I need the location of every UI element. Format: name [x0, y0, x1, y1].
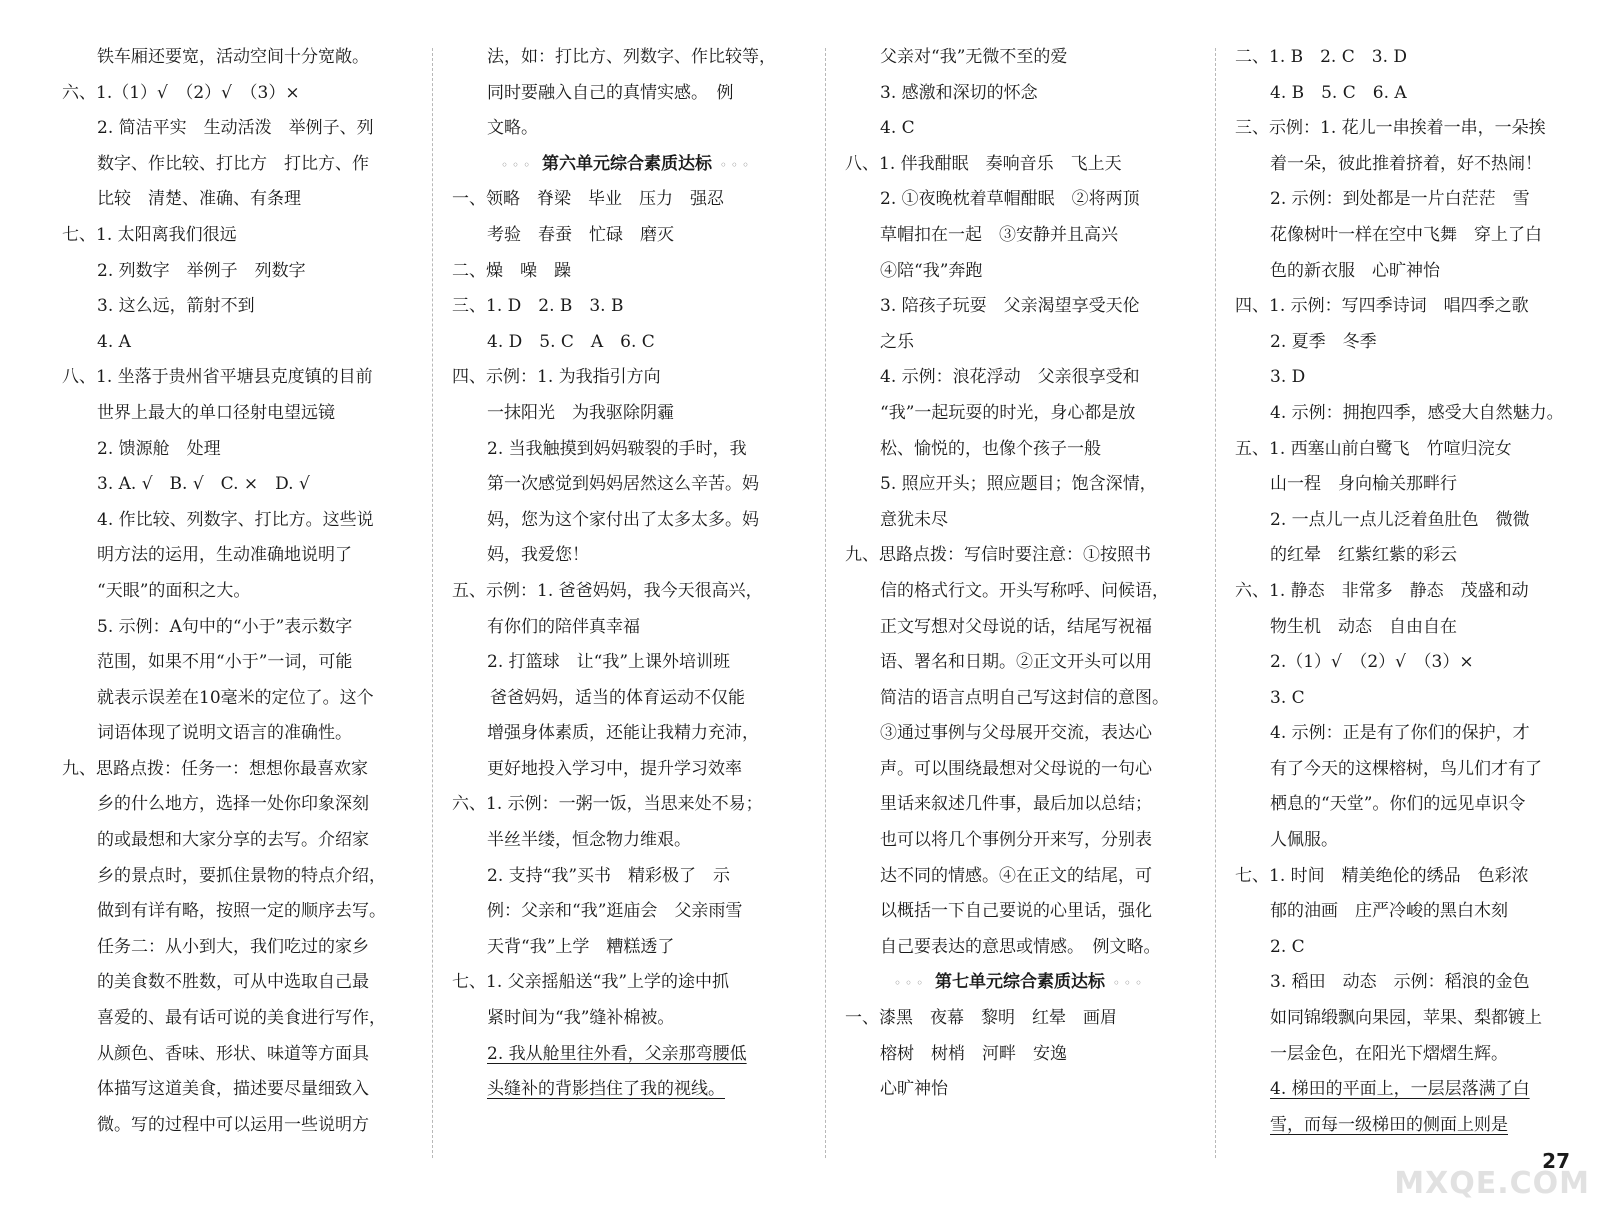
answer-text: 2. 一点儿一点儿泛着鱼肚色 微微	[1270, 509, 1530, 530]
answer-text: 3. 感激和深切的怀念	[880, 82, 1038, 103]
answer-text: 一层金色，在阳光下熠熠生辉。	[1270, 1043, 1508, 1064]
answer-line	[845, 254, 1195, 290]
answer-line	[845, 645, 1195, 681]
answer-line	[452, 716, 802, 752]
answer-line	[1235, 182, 1580, 218]
answer-line	[1235, 1072, 1580, 1108]
answer-text: 2. 简洁平实 生动活泼 举例子、列	[97, 118, 374, 139]
answer-text: 如同锦缎飘向果园，苹果、梨都镀上	[1270, 1008, 1542, 1029]
answer-line	[452, 681, 802, 717]
answer-line	[452, 325, 802, 361]
answer-text: 爸爸妈妈，适当的体育运动不仅能	[490, 687, 745, 708]
answer-text: 考验 春蚕 忙碌 磨灭	[487, 224, 674, 245]
answer-line	[1235, 254, 1580, 290]
answer-text: 九、思路点拨：写信时要注意：①按照书	[845, 545, 1151, 566]
answer-line	[62, 182, 412, 218]
column-divider	[1215, 48, 1216, 1158]
answer-line	[845, 325, 1195, 361]
answer-text: 数字、作比较、打比方 打比方、作	[97, 153, 369, 174]
answer-text: 4. 示例：正是有了你们的保护，才	[1270, 723, 1530, 744]
answer-line	[1235, 574, 1580, 610]
answer-text: 2. 打篮球 让“我”上课外培训班	[487, 652, 731, 673]
answer-line	[1235, 538, 1580, 574]
answer-line	[1235, 289, 1580, 325]
watermark: MXQE.COM	[1394, 1166, 1590, 1201]
answer-text: 九、思路点拨：任务一：想想你最喜欢家	[62, 758, 368, 779]
column-3	[845, 40, 1195, 1108]
answer-line	[452, 574, 802, 610]
column-1	[62, 40, 412, 1143]
answer-line	[845, 894, 1195, 930]
answer-line	[452, 930, 802, 966]
answer-text: 乡的什么地方，选择一处你印象深刻	[97, 794, 369, 815]
answer-text: 2. 馈源舱 处理	[97, 438, 221, 459]
answer-line	[452, 894, 802, 930]
answer-line	[845, 467, 1195, 503]
answer-line	[845, 218, 1195, 254]
answer-text: ④陪“我”奔跑	[880, 260, 983, 281]
answer-line	[62, 1072, 412, 1108]
answer-line	[452, 823, 802, 859]
answer-line	[62, 76, 412, 112]
answer-text: 之乐	[880, 331, 914, 352]
answer-line	[845, 289, 1195, 325]
answer-text: 有了今天的这棵榕树，鸟儿们才有了	[1270, 758, 1542, 779]
answer-line	[845, 40, 1195, 76]
answer-line	[452, 76, 802, 112]
answer-text: 意犹未尽	[880, 509, 948, 530]
answer-text: 简洁的语言点明自己写这封信的意图。	[880, 687, 1169, 708]
answer-text: 六、1.（1）√ （2）√ （3）×	[62, 82, 300, 103]
answer-text: 更好地投入学习中，提升学习效率	[487, 758, 742, 779]
answer-line	[62, 218, 412, 254]
answer-line	[845, 182, 1195, 218]
answer-line	[452, 965, 802, 1001]
answer-text: 八、1. 伴我酣眠 奏响音乐 飞上天	[845, 153, 1122, 174]
answer-line	[845, 1001, 1195, 1037]
answer-text: 的美食数不胜数，可从中选取自己最	[97, 972, 369, 993]
answer-line	[62, 147, 412, 183]
answer-text: ③通过事例与父母展开交流，表达心	[880, 723, 1152, 744]
answer-text: 里话来叙述几件事，最后加以总结；	[880, 794, 1152, 815]
answer-line	[62, 289, 412, 325]
answer-line	[452, 467, 802, 503]
answer-text: 4. C	[880, 118, 915, 139]
section-title: 第七单元综合素质达标	[935, 972, 1105, 993]
answer-text: 半丝半缕，恒念物力维艰。	[487, 830, 691, 851]
answer-line	[1235, 147, 1580, 183]
answer-text: 就表示误差在10毫米的定位了。这个	[97, 687, 374, 708]
answer-text: 3. 这么远，箭射不到	[97, 296, 255, 317]
answer-line	[845, 360, 1195, 396]
answer-line	[452, 859, 802, 895]
answer-line	[62, 396, 412, 432]
answer-line	[62, 823, 412, 859]
answer-text: 3. C	[1270, 687, 1305, 708]
answer-text: 5. 照应开头；照应题目；饱含深情，	[880, 474, 1157, 495]
answer-text: 微。写的过程中可以运用一些说明方	[97, 1114, 369, 1135]
answer-text: 雪，而每一级梯田的侧面上则是	[1270, 1114, 1508, 1135]
answer-line	[452, 396, 802, 432]
answer-line	[452, 182, 802, 218]
answer-line	[1235, 787, 1580, 823]
answer-line	[452, 752, 802, 788]
answer-line	[62, 538, 412, 574]
answer-line	[62, 360, 412, 396]
answer-line	[1235, 40, 1580, 76]
answer-text: 栖息的“天堂”。你们的远见卓识令	[1270, 794, 1526, 815]
answer-text: 紧时间为“我”缝补棉被。	[487, 1008, 675, 1029]
answer-line	[452, 538, 802, 574]
answer-line	[1235, 218, 1580, 254]
answer-text: 词语体现了说明文语言的准确性。	[97, 723, 352, 744]
answer-line	[452, 610, 802, 646]
answer-text: 4. 作比较、列数字、打比方。这些说	[97, 509, 374, 530]
answer-line	[845, 716, 1195, 752]
answer-line	[62, 574, 412, 610]
answer-text: 任务二：从小到大，我们吃过的家乡	[97, 936, 369, 957]
answer-line	[845, 574, 1195, 610]
answer-line	[845, 1072, 1195, 1108]
section-heading: ◦◦◦ 第六单元综合素质达标 ◦◦◦	[500, 153, 754, 174]
answer-line	[845, 930, 1195, 966]
answer-text: 一抹阳光 为我驱除阴霾	[487, 402, 674, 423]
answer-text: 法，如：打比方、列数字、作比较等，	[487, 47, 776, 67]
answer-text: 松、愉悦的，也像个孩子一般	[880, 438, 1101, 459]
answer-text: 二、1. B 2. C 3. D	[1235, 47, 1408, 67]
answer-text: 4. 示例：浪花浮动 父亲很享受和	[880, 367, 1140, 388]
column-divider	[825, 48, 826, 1158]
answer-text: 妈，我爱您！	[487, 545, 589, 566]
section-title: 第六单元综合素质达标	[542, 153, 712, 174]
answer-line	[62, 254, 412, 290]
answer-line	[845, 396, 1195, 432]
answer-line	[62, 111, 412, 147]
answer-line	[1235, 76, 1580, 112]
answer-line	[1235, 1108, 1580, 1144]
answer-text: 山一程 身向榆关那畔行	[1270, 474, 1457, 495]
answer-line	[452, 360, 802, 396]
answer-text: 三、示例：1. 花儿一串挨着一串，一朵挨	[1235, 118, 1546, 139]
answer-line	[1235, 894, 1580, 930]
answer-line	[1235, 859, 1580, 895]
answer-line	[845, 76, 1195, 112]
answer-line	[62, 503, 412, 539]
answer-line	[62, 40, 412, 76]
answer-text: 天背“我”上学 糟糕透了	[487, 936, 675, 957]
answer-text: 六、1. 静态 非常多 静态 茂盛和动	[1235, 580, 1529, 601]
page-number: 27	[1542, 1149, 1570, 1173]
answer-line	[62, 1001, 412, 1037]
answer-text: 文略。	[487, 118, 538, 139]
answer-text: 比较 清楚、准确、有条理	[97, 189, 301, 210]
answer-line	[452, 40, 802, 76]
answer-text: “天眼”的面积之大。	[97, 580, 251, 601]
answer-text: 有你们的陪伴真幸福	[487, 616, 640, 637]
answer-line	[1235, 930, 1580, 966]
answer-text: 增强身体素质，还能让我精力充沛，	[487, 723, 759, 744]
answer-line	[62, 894, 412, 930]
answer-line	[1235, 716, 1580, 752]
answer-text: 八、1. 坐落于贵州省平塘县克度镇的目前	[62, 367, 373, 388]
answer-line	[1235, 645, 1580, 681]
answer-text: 世界上最大的单口径射电望远镜	[97, 402, 335, 423]
answer-text: 头缝补的背影挡住了我的视线。	[487, 1079, 725, 1100]
answer-line	[452, 218, 802, 254]
answer-line	[845, 787, 1195, 823]
answer-text: 七、1. 父亲摇船送“我”上学的途中抓	[452, 972, 730, 993]
answer-text: 3. 稻田 动态 示例：稻浪的金色	[1270, 972, 1530, 993]
answer-line	[62, 930, 412, 966]
answer-text: 4. 示例：拥抱四季，感受大自然魅力。	[1270, 402, 1564, 423]
answer-text: 3. A. √ B. √ C. × D. √	[97, 474, 310, 495]
answer-text: 正文写想对父母说的话，结尾写祝福	[880, 616, 1152, 637]
answer-text: 信的格式行文。开头写称呼、问候语，	[880, 580, 1169, 601]
answer-line	[1235, 823, 1580, 859]
answer-text: 范围，如果不用“小于”一词，可能	[97, 652, 353, 673]
answer-text: 4. D 5. C A 6. C	[487, 331, 655, 352]
answer-line	[845, 752, 1195, 788]
answer-text: 2.（1）√ （2）√ （3）×	[1270, 652, 1474, 673]
answer-text: 一、领略 脊梁 毕业 压力 强忍	[452, 189, 724, 210]
answer-text: 以概括一下自己要说的心里话，强化	[880, 901, 1152, 922]
answer-line	[1235, 610, 1580, 646]
answer-text: 语、署名和日期。②正文开头可以用	[880, 652, 1152, 673]
answer-text: 4. 梯田的平面上，一层层落满了白	[1270, 1079, 1530, 1100]
answer-text: 声。可以围绕最想对父母说的一句心	[880, 758, 1152, 779]
answer-line	[845, 1037, 1195, 1073]
answer-text: 4. B 5. C 6. A	[1270, 82, 1407, 103]
answer-line	[1235, 681, 1580, 717]
answer-text: 铁车厢还要宽，活动空间十分宽敞。	[97, 47, 369, 67]
answer-line	[62, 1108, 412, 1144]
answer-text: 的或最想和大家分享的去写。介绍家	[97, 830, 369, 851]
column-divider	[432, 48, 433, 1158]
answer-text: 父亲对“我”无微不至的爱	[880, 47, 1068, 67]
answer-text: 从颜色、香味、形状、味道等方面具	[97, 1043, 369, 1064]
answer-text: 乡的景点时，要抓住景物的特点介绍，	[97, 865, 386, 886]
answer-text: 4. A	[97, 331, 131, 352]
answer-line	[1235, 503, 1580, 539]
answer-line	[62, 610, 412, 646]
answer-text: 2. 支持“我”买书 精彩极了 示	[487, 865, 731, 886]
answer-text: 自己要表达的意思或情感。 例文略。	[880, 936, 1161, 957]
section-heading: ◦◦◦ 第七单元综合素质达标 ◦◦◦	[893, 972, 1147, 993]
answer-line	[845, 111, 1195, 147]
answer-line	[62, 716, 412, 752]
answer-line	[1235, 432, 1580, 468]
answer-text: 达不同的情感。④在正文的结尾，可	[880, 865, 1152, 886]
answer-text: 人佩服。	[1270, 830, 1338, 851]
answer-text: 三、1. D 2. B 3. B	[452, 296, 624, 317]
answer-text: 心旷神怡	[880, 1079, 948, 1100]
answer-text: 2. 当我触摸到妈妈皲裂的手时，我	[487, 438, 747, 459]
answer-line	[1235, 396, 1580, 432]
answer-line	[845, 538, 1195, 574]
answer-text: 七、1. 时间 精美绝伦的绣品 色彩浓	[1235, 865, 1529, 886]
answer-text: 四、示例：1. 为我指引方向	[452, 367, 661, 388]
answer-line	[1235, 325, 1580, 361]
answer-text: 五、示例：1. 爸爸妈妈，我今天很高兴，	[452, 580, 763, 601]
answer-line	[845, 859, 1195, 895]
answer-line	[1235, 467, 1580, 503]
answer-line	[452, 1037, 802, 1073]
answer-text: 2. 列数字 举例子 列数字	[97, 260, 306, 281]
answer-text: 2. C	[1270, 936, 1305, 957]
answer-line	[452, 503, 802, 539]
answer-line	[845, 823, 1195, 859]
answer-text: 四、1. 示例：写四季诗词 唱四季之歌	[1235, 296, 1529, 317]
answer-text: 3. 陪孩子玩耍 父亲渴望享受天伦	[880, 296, 1140, 317]
answer-text: 2. 夏季 冬季	[1270, 331, 1377, 352]
answer-line	[1235, 752, 1580, 788]
answer-line	[62, 645, 412, 681]
answer-text: 一、漆黑 夜幕 黎明 红晕 画眉	[845, 1008, 1117, 1029]
answer-line	[1235, 1037, 1580, 1073]
answer-text: 草帽扣在一起 ③安静并且高兴	[880, 224, 1118, 245]
column-2	[452, 40, 802, 1108]
answer-text: 二、燥 噪 躁	[452, 260, 571, 281]
answer-line	[845, 432, 1195, 468]
answer-line	[62, 681, 412, 717]
answer-text: 例：父亲和“我”逛庙会 父亲雨雪	[487, 901, 743, 922]
answer-text: 妈，您为这个家付出了太多太多。妈	[487, 509, 759, 530]
answer-text: “我”一起玩耍的时光，身心都是放	[880, 402, 1136, 423]
answer-text: 体描写这道美食，描述要尽量细致入	[97, 1079, 369, 1100]
answer-line	[845, 681, 1195, 717]
answer-text: 2. 我从舱里往外看，父亲那弯腰低	[487, 1043, 747, 1064]
answer-line	[1235, 360, 1580, 396]
answer-line	[452, 1072, 802, 1108]
answer-line	[62, 467, 412, 503]
answer-text: 五、1. 西塞山前白鹭飞 竹喧归浣女	[1235, 438, 1512, 459]
answer-line	[62, 859, 412, 895]
answer-line	[62, 965, 412, 1001]
answer-text: 着一朵，彼此推着挤着，好不热闹！	[1270, 153, 1542, 174]
answer-line	[452, 432, 802, 468]
answer-text: 做到有详有略，按照一定的顺序去写。	[97, 901, 386, 922]
answer-line	[452, 111, 802, 147]
answer-text: 3. D	[1270, 367, 1306, 388]
answer-text: 郁的油画 庄严冷峻的黑白木刻	[1270, 901, 1508, 922]
answer-line	[1235, 111, 1580, 147]
answer-line	[452, 1001, 802, 1037]
answer-line	[62, 432, 412, 468]
answer-text: 明方法的运用，生动准确地说明了	[97, 545, 352, 566]
answer-line	[62, 1037, 412, 1073]
answer-line	[1235, 965, 1580, 1001]
answer-line	[62, 787, 412, 823]
answer-line	[452, 254, 802, 290]
answer-text: 七、1. 太阳离我们很远	[62, 224, 237, 245]
answer-text: 色的新衣服 心旷神怡	[1270, 260, 1440, 281]
answer-line	[62, 752, 412, 788]
answer-line	[452, 289, 802, 325]
answer-text: 榕树 树梢 河畔 安逸	[880, 1043, 1067, 1064]
answer-line	[1235, 1001, 1580, 1037]
answer-text: 同时要融入自己的真情实感。 例	[487, 82, 734, 103]
answer-line	[452, 645, 802, 681]
answer-line	[452, 787, 802, 823]
answer-text: 的红晕 红紫红紫的彩云	[1270, 545, 1457, 566]
answer-line	[845, 147, 1195, 183]
answer-line	[845, 503, 1195, 539]
column-4	[1235, 40, 1580, 1143]
answer-text: 喜爱的、最有话可说的美食进行写作，	[97, 1008, 386, 1029]
answer-text: 物生机 动态 自由自在	[1270, 616, 1457, 637]
answer-text: 2. ①夜晚枕着草帽酣眠 ②将两顶	[880, 189, 1140, 210]
answer-text: 5. 示例：A句中的“小于”表示数字	[97, 616, 353, 637]
answer-line	[845, 610, 1195, 646]
answer-text: 花像树叶一样在空中飞舞 穿上了白	[1270, 224, 1542, 245]
answer-text: 也可以将几个事例分开来写，分别表	[880, 830, 1152, 851]
answer-text: 2. 示例：到处都是一片白茫茫 雪	[1270, 189, 1530, 210]
answer-line	[62, 325, 412, 361]
answer-text: 六、1. 示例：一粥一饭，当思来处不易；	[452, 794, 763, 815]
answer-text: 第一次感觉到妈妈居然这么辛苦。妈	[487, 474, 759, 495]
